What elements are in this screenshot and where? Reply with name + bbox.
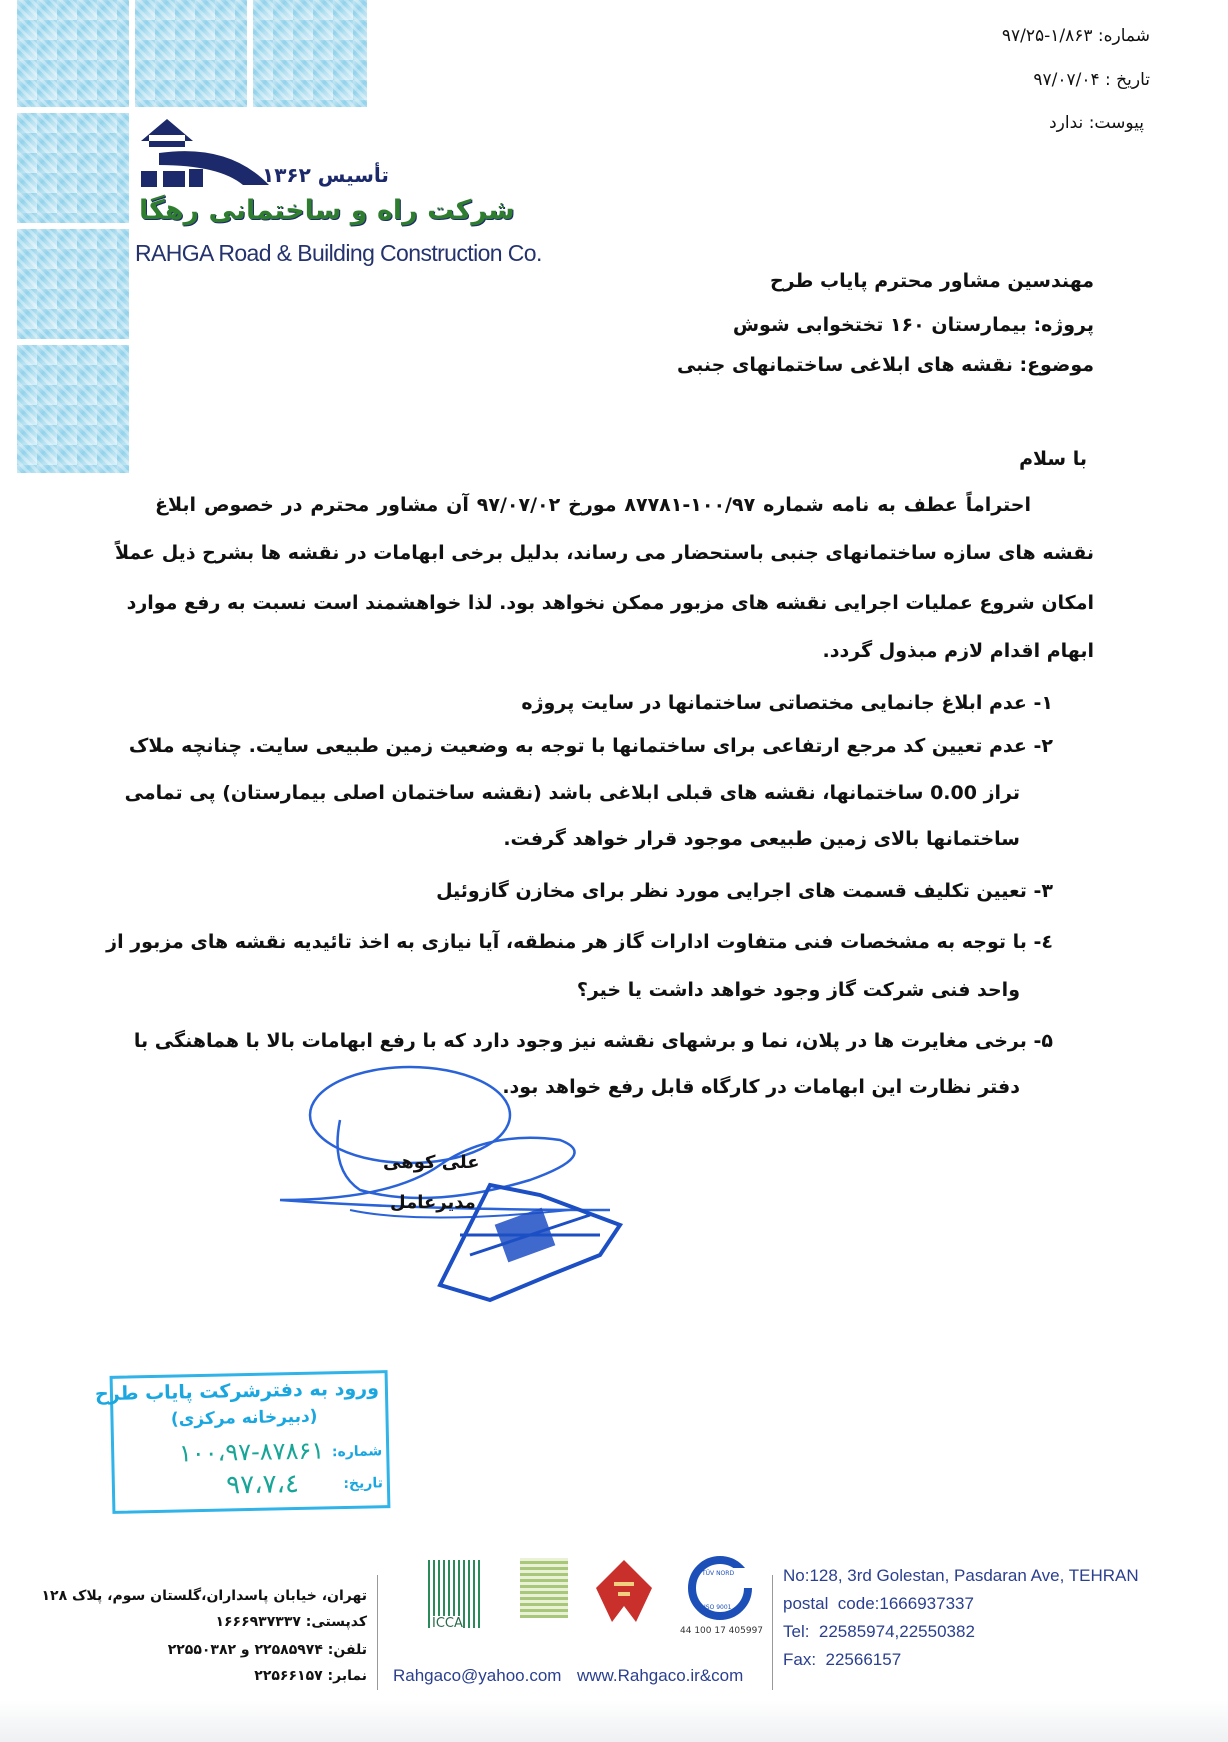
decorative-tile xyxy=(17,113,129,223)
stamp-number-value: ۱۰۰،۹۷-۸۷۸۶۱ xyxy=(178,1436,325,1468)
greeting: با سلام xyxy=(1019,448,1087,470)
letter-number xyxy=(1002,26,1150,46)
letter-number-label: شماره: xyxy=(1097,26,1150,46)
list-item: ۲- عدم تعیین کد مرجع ارتفاعی برای ساختمانها با توجه به وضعیت زمین طبیعی سایت. چنانچه ملاک xyxy=(128,735,1053,757)
stamp-line2: (دبیرخانه مرکزی) xyxy=(170,1406,318,1430)
list-item-continuation: دفتر نظارت این ابهامات در کارگاه قابل رفع خواهد بود. xyxy=(502,1076,1020,1098)
recipient: مهندسین مشاور محترم پایاب طرح xyxy=(769,270,1094,292)
footer-address-en: No:128, 3rd Golestan, Pasdaran Ave, TEHRAN xyxy=(783,1566,1139,1585)
project: پروژه: بیمارستان ۱۶۰ تختخوابی شوش xyxy=(732,314,1094,336)
subject: موضوع: نقشه های ابلاغی ساختمانهای جنبی xyxy=(676,354,1094,376)
attachment-value: ندارد xyxy=(1049,113,1084,133)
decorative-tile xyxy=(135,0,247,107)
construction-union-logo-icon xyxy=(592,1558,656,1624)
decorative-tile xyxy=(17,345,129,473)
decorative-tile xyxy=(17,229,129,339)
signer-title: مدیرعامل xyxy=(390,1192,476,1213)
tuv-text: TÜV NORD xyxy=(702,1570,735,1577)
iso-text: ISO 9001 xyxy=(704,1604,732,1611)
letter-date xyxy=(1033,70,1150,90)
stamp-date-value: ۹۷،۷،٤ xyxy=(225,1468,300,1501)
icca-logo-text: ICCA xyxy=(432,1616,463,1631)
footer-phone-fa: تلفن: ۲۲۵۸۵۹۷۴ و ۲۲۵۵۰۳۸۲ xyxy=(167,1642,367,1658)
reception-stamp xyxy=(94,1370,391,1514)
list-item: ۱- عدم ابلاغ جانمایی مختصاتی ساختمانها در سایت پروژه xyxy=(521,692,1053,714)
company-name-fa: شرکت راه و ساختمانی رهگا xyxy=(139,195,515,226)
footer-fax-fa: نمابر: ۲۲۵۶۶۱۵۷ xyxy=(254,1668,367,1684)
decorative-tile xyxy=(17,0,129,107)
footer-address-fa: تهران، خیابان پاسداران،گلستان سوم، پلاک ۱۲۸ xyxy=(41,1588,367,1604)
company-name-en: RAHGA Road & Building Construction Co. xyxy=(135,240,542,266)
list-item-continuation: ساختمانها بالای زمین طبیعی موجود قرار خواهد گرفت. xyxy=(503,828,1020,850)
company-founded: تأسیس ۱۳۶۲ xyxy=(262,163,389,187)
scan-bottom-shade xyxy=(0,1700,1228,1742)
signer-name: علی کوهی xyxy=(383,1152,480,1173)
letter-number-value: ۹۷/۲۵-۱/۸۶۳ xyxy=(1001,26,1093,46)
footer-divider xyxy=(772,1575,773,1690)
list-item: ۳- تعیین تکلیف قسمت های اجرایی مورد نظر برای مخازن گازوئیل xyxy=(436,880,1053,902)
association-logo xyxy=(520,1558,568,1618)
list-item: ۵- برخی مغایرت ها در پلان، نما و برشهای نقشه نیز وجود دارد که با رفع ابهامات بالا با هماهنگی با xyxy=(133,1030,1053,1052)
letter-date-label: تاریخ : xyxy=(1105,70,1150,90)
paragraph-line: احتراماً عطف به نامه شماره ۱۰۰/۹۷-۸۷۷۸۱ مورخ ۹۷/۰۷/۰۲ آن مشاور محترم در خصوص ابلاغ xyxy=(155,494,1031,516)
list-item-continuation: واحد فنی شرکت گاز وجود خواهد داشت یا خیر؟ xyxy=(576,979,1020,1001)
footer-postal-fa: کدپستی: ۱۶۶۶۹۳۷۳۳۷ xyxy=(215,1614,367,1630)
list-item-continuation: تراز 0.00 ساختمانها، نقشه های قبلی ابلاغی باشد (نقشه ساختمان اصلی بیمارستان) پی تمامی xyxy=(124,782,1020,804)
footer-email[interactable]: Rahgaco@yahoo.com xyxy=(393,1666,562,1685)
decorative-tile xyxy=(253,0,367,107)
footer-phone-en: Tel: 22585974,22550382 xyxy=(783,1622,975,1641)
paragraph-line: امکان شروع عملیات اجرایی نقشه های مزبور ممکن نخواهد بود. لذا خواهشمند است نسبت به رفع موارد xyxy=(126,592,1094,614)
paragraph-line: نقشه های سازه ساختمانهای جنبی باستحضار می رساند، بدلیل برخی ابهامات در نقشه ها بشرح ذیل عملاً xyxy=(114,542,1094,564)
footer-website[interactable]: www.Rahgaco.ir&com xyxy=(577,1666,744,1685)
cert-number: 44 100 17 405997 xyxy=(680,1626,764,1636)
paragraph-line: ابهام اقدام لازم مبذول گردد. xyxy=(822,640,1094,662)
list-item: ٤- با توجه به مشخصات فنی متفاوت ادارات گاز هر منطقه، آیا نیازی به اخذ تائیدیه نقشه های مزبور از xyxy=(106,931,1053,953)
letter-date-value: ۹۷/۰۷/۰۴ xyxy=(1033,70,1100,90)
stamp-date-label: تاریخ: xyxy=(343,1475,384,1493)
stamp-line1: ورود به دفترشرکت پایاب طرح xyxy=(94,1377,380,1406)
footer-postal-en: postal code:1666937337 xyxy=(783,1594,974,1613)
footer-fax-en: Fax: 22566157 xyxy=(783,1650,902,1669)
letter-attachment xyxy=(1049,113,1144,133)
attachment-label: پیوست: xyxy=(1088,113,1144,133)
footer-divider xyxy=(377,1575,378,1690)
stamp-number-label: شماره: xyxy=(331,1443,383,1461)
